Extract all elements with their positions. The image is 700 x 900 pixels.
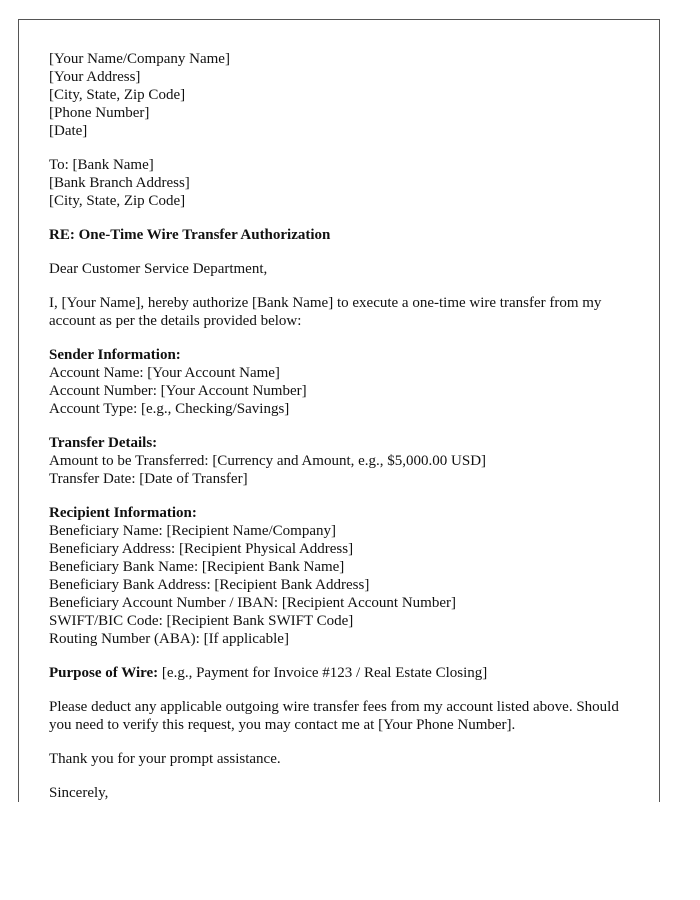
- beneficiary-address: Beneficiary Address: [Recipient Physical Address]: [49, 541, 354, 557]
- recipient-branch: [Bank Branch Address]: [49, 175, 190, 191]
- thanks-line: Thank you for your prompt assistance.: [49, 751, 281, 767]
- purpose-of-wire: [49, 664, 629, 682]
- recipient-information-heading: Recipient Information:: [49, 505, 197, 521]
- purpose-value: [e.g., Payment for Invoice #123 / Real Estate Closing]: [158, 665, 488, 681]
- transfer-details-section: [49, 434, 629, 488]
- closing-line: Sincerely,: [49, 785, 109, 801]
- recipient-address-block: [49, 156, 629, 210]
- sender-address-block: [49, 50, 629, 140]
- recipient-bank-name: To: [Bank Name]: [49, 157, 154, 173]
- salutation: Dear Customer Service Department,: [49, 261, 268, 277]
- sender-account-number: Account Number: [Your Account Number]: [49, 383, 307, 399]
- beneficiary-account-number: Beneficiary Account Number / IBAN: [Recipient Account Number]: [49, 595, 456, 611]
- recipient-city: [City, State, Zip Code]: [49, 193, 186, 209]
- letter-page: [18, 19, 660, 802]
- swift-bic-code: SWIFT/BIC Code: [Recipient Bank SWIFT Code]: [49, 613, 354, 629]
- routing-number: Routing Number (ABA): [If applicable]: [49, 631, 289, 647]
- transfer-amount: Amount to be Transferred: [Currency and Amount, e.g., $5,000.00 USD]: [49, 453, 487, 469]
- transfer-details-heading: Transfer Details:: [49, 435, 158, 451]
- sender-account-name: Account Name: [Your Account Name]: [49, 365, 280, 381]
- sender-account-type: Account Type: [e.g., Checking/Savings]: [49, 401, 290, 417]
- letter-date: [Date]: [49, 123, 88, 139]
- beneficiary-bank-address: Beneficiary Bank Address: [Recipient Bank Address]: [49, 577, 370, 593]
- sender-information-heading: Sender Information:: [49, 347, 181, 363]
- sender-city: [City, State, Zip Code]: [49, 87, 186, 103]
- recipient-information-section: [49, 504, 629, 648]
- sender-information-section: [49, 346, 629, 418]
- subject-line: RE: One-Time Wire Transfer Authorization: [49, 227, 331, 243]
- beneficiary-bank-name: Beneficiary Bank Name: [Recipient Bank Name]: [49, 559, 345, 575]
- sender-phone: [Phone Number]: [49, 105, 150, 121]
- sender-name: [Your Name/Company Name]: [49, 51, 230, 67]
- beneficiary-name: Beneficiary Name: [Recipient Name/Company]: [49, 523, 336, 539]
- sender-address: [Your Address]: [49, 69, 141, 85]
- fees-paragraph: Please deduct any applicable outgoing wire transfer fees from my account listed above. Should you need to verify this request, you may contact me at [Your Phone Number].: [49, 699, 619, 733]
- purpose-label: Purpose of Wire:: [49, 665, 159, 681]
- letter-content: [49, 50, 629, 802]
- transfer-date: Transfer Date: [Date of Transfer]: [49, 471, 248, 487]
- intro-paragraph: I, [Your Name], hereby authorize [Bank Name] to execute a one-time wire transfer from my account as per the details provided below:: [49, 295, 602, 329]
